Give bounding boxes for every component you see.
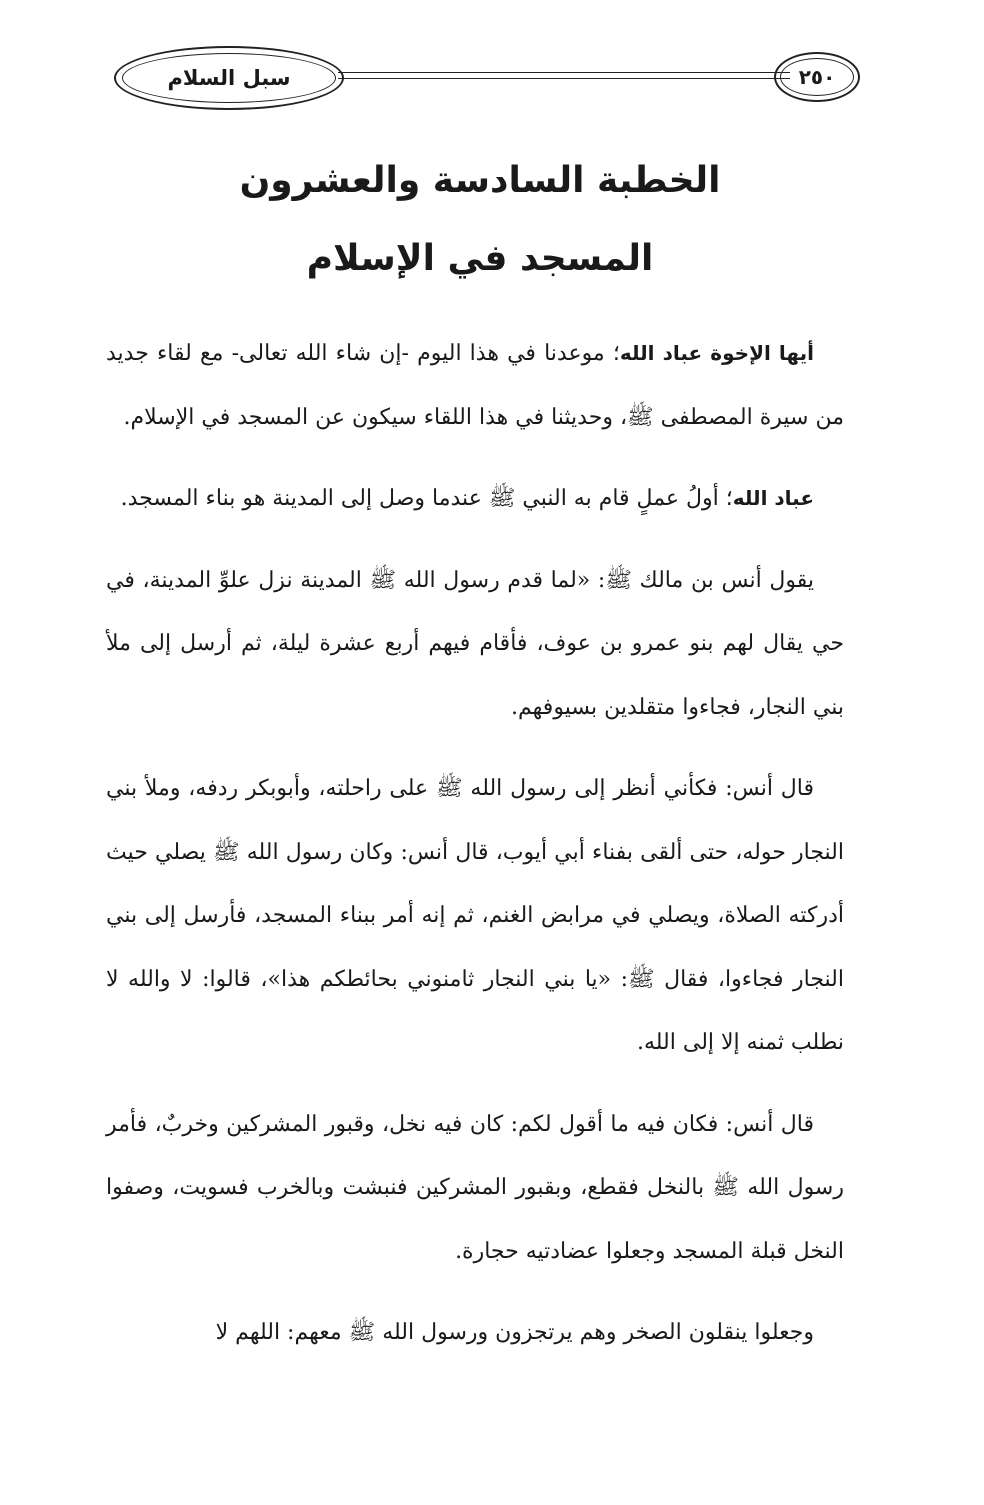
paragraph-1-text: ؛ موعدنا في هذا اليوم -إن شاء الله تعالى- مع لقاء جديد من سيرة المصطفى ﷺ، وحديثنا في هذا اللقاء سيكون عن المسجد في الإسلام. (106, 341, 844, 430)
paragraph-2-lead: عباد الله (732, 486, 814, 510)
book-title-frame (114, 46, 344, 110)
page-number-frame (774, 52, 860, 102)
paragraph-3 (106, 549, 844, 740)
paragraph-5 (106, 1093, 844, 1284)
paragraph-6-text: وجعلوا ينقلون الصخر وهم يرتجزون ورسول الله ﷺ معهم: اللهم لا (215, 1320, 814, 1345)
paragraph-5-text: قال أنس: فكان فيه ما أقول لكم: كان فيه نخل، وقبور المشركين وخربٌ، فأمر رسول الله ﷺ بالنخل فقطع، وبقبور المشركين فنبشت وبالخرب فسويت، وصفوا النخل قبلة المسجد وجعلوا عضادتيه حجارة. (106, 1111, 844, 1264)
paragraph-2 (106, 467, 844, 531)
paragraph-6 (106, 1301, 844, 1365)
header-rule-top (338, 72, 790, 73)
header-rule-bottom (338, 78, 790, 79)
sermon-title: الخطبة السادسة والعشرون (239, 160, 721, 201)
book-title-frame-inner (122, 53, 336, 103)
book-title: سبل السلام (167, 66, 291, 90)
paragraph-2-text: ؛ أولُ عملٍ قام به النبي ﷺ عندما وصل إلى المدينة هو بناء المسجد. (120, 486, 733, 511)
paragraph-1 (106, 322, 844, 449)
paragraph-4-text: قال أنس: فكأني أنظر إلى رسول الله ﷺ على راحلته، وأبوبكر ردفه، وملأ بني النجار حوله، حتى ألقى بفناء أبي أيوب، قال أنس: وكان رسول الله ﷺ يصلي حيث أدركته الصلاة، ويصلي في مرابض الغنم، ثم إنه أمر ببناء المسجد، فأرسل إلى بني النجار فجاءوا، فقال ﷺ: «يا بني النجار ثامنوني بحائطكم هذا»، قالوا: لا والله لا نطلب ثمنه إلا إلى الله. (106, 776, 844, 1055)
page-number: ٢٥٠ (798, 65, 836, 89)
page-number-frame-inner (780, 58, 854, 96)
paragraph-4 (106, 757, 844, 1075)
page-header (108, 40, 860, 124)
paragraph-3-text: يقول أنس بن مالك ﷺ: «لما قدم رسول الله ﷺ المدينة نزل علوِّ المدينة، في حي يقال لهم بنو عمرو بن عوف، فأقام فيهم أربع عشرة ليلة، ثم أرسل إلى ملأ بني النجار، فجاءوا متقلدين بسيوفهم. (106, 567, 844, 720)
sermon-subtitle: المسجد في الإسلام (306, 238, 654, 279)
paragraph-1-lead: أيها الإخوة عباد الله (619, 341, 814, 365)
body-text (106, 322, 844, 1383)
